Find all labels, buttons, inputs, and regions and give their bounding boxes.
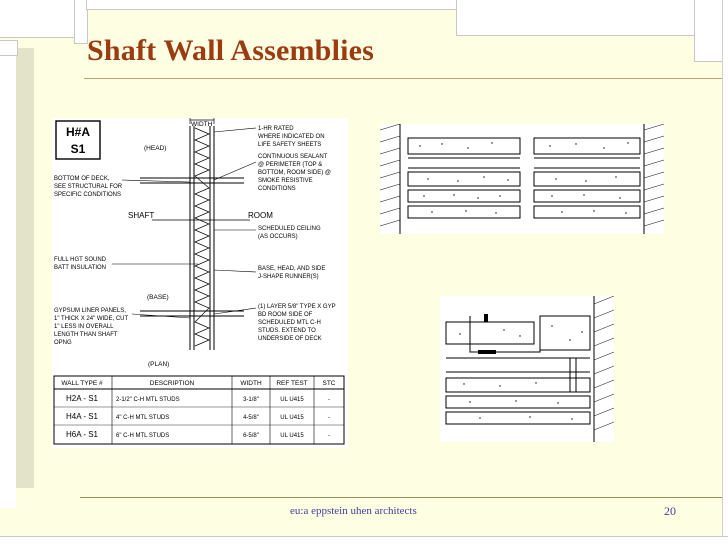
svg-text:SEE STRUCTURAL FOR: SEE STRUCTURAL FOR <box>54 184 123 190</box>
svg-text:STUDS. EXTEND TO: STUDS. EXTEND TO <box>258 328 316 334</box>
decor-box-side <box>0 40 18 56</box>
svg-text:GYPSUM LINER PANELS,: GYPSUM LINER PANELS, <box>54 308 126 314</box>
table-cell: UL U415 <box>280 415 304 421</box>
wall-tag-line2: S1 <box>70 142 86 156</box>
svg-text:CONTINUOUS SEALANT: CONTINUOUS SEALANT <box>258 154 328 160</box>
svg-text:FULL HGT SOUND: FULL HGT SOUND <box>54 257 107 263</box>
table-cell: 2-1/2" C-H MTL STUDS <box>116 397 180 403</box>
svg-text:SCHEDULED MTL C-H: SCHEDULED MTL C-H <box>258 320 321 326</box>
svg-text:1" LESS IN OVERALL: 1" LESS IN OVERALL <box>54 324 114 330</box>
table-cell: 3-1/8" <box>243 397 259 403</box>
table-cell: 6" C-H MTL STUDS <box>116 433 170 439</box>
table-cell: 6-5/8" <box>243 433 259 439</box>
svg-text:(1) LAYER 5/8" TYPE X GYP: (1) LAYER 5/8" TYPE X GYP <box>258 304 336 310</box>
svg-text:CONDITIONS: CONDITIONS <box>258 186 296 192</box>
left-panel <box>16 48 34 488</box>
right-edge <box>722 0 728 546</box>
footer-firm: eu:a eppstein uhen architects <box>290 505 417 517</box>
decor-box-top <box>86 0 458 10</box>
table-cell: 4" C-H MTL STUDS <box>116 415 170 421</box>
table-cell: UL U415 <box>280 397 304 403</box>
wall-tag-line1: H#A <box>65 125 91 139</box>
table-header: DESCRIPTION <box>149 380 195 387</box>
table-header: STC <box>322 380 336 387</box>
base-label: (BASE) <box>147 294 169 301</box>
decor-box-left <box>0 0 76 38</box>
slide-title: Shaft Wall Assemblies <box>87 34 375 67</box>
table-cell: H4A - S1 <box>65 412 99 421</box>
svg-text:J-SHAPE RUNNER(S): J-SHAPE RUNNER(S) <box>258 274 319 280</box>
svg-text:UNDERSIDE OF DECK: UNDERSIDE OF DECK <box>258 336 322 342</box>
table-cell: UL U415 <box>280 433 304 439</box>
room-label: ROOM <box>248 211 273 220</box>
side-strip <box>0 48 16 508</box>
title-rule <box>84 78 728 79</box>
svg-text:BOTTOM, ROOM SIDE) @: BOTTOM, ROOM SIDE) @ <box>258 170 331 176</box>
svg-text:1" THICK X 24" WIDE, CUT: 1" THICK X 24" WIDE, CUT <box>54 316 129 322</box>
page-number: 20 <box>664 504 676 518</box>
footer-rule <box>80 497 728 498</box>
svg-text:BASE, HEAD, AND SIDE: BASE, HEAD, AND SIDE <box>258 266 326 272</box>
svg-text:SMOKE RESISTIVE: SMOKE RESISTIVE <box>258 178 313 184</box>
plan-label: (PLAN) <box>148 361 170 368</box>
svg-text:BOTTOM OF DECK,: BOTTOM OF DECK, <box>54 176 110 182</box>
table-cell: H2A - S1 <box>65 394 99 403</box>
svg-text:OPNG: OPNG <box>54 340 72 346</box>
shaft-wall-plan-detail-bottom <box>440 296 614 442</box>
table-header: REF TEST <box>276 380 308 387</box>
shaft-wall-plan-detail-top <box>380 124 664 234</box>
table-cell: - <box>328 397 330 403</box>
shaft-wall-section-drawing <box>52 118 348 448</box>
svg-text:BD ROOM SIDE OF: BD ROOM SIDE OF <box>258 312 313 318</box>
svg-text:SPECIFIC CONDITIONS: SPECIFIC CONDITIONS <box>54 192 122 198</box>
table-cell: 4-5/8" <box>243 415 259 421</box>
svg-text:SCHEDULED CEILING: SCHEDULED CEILING <box>258 226 321 232</box>
shaft-label: SHAFT <box>128 211 155 220</box>
bottom-bar <box>0 536 728 547</box>
svg-text:1-HR RATED: 1-HR RATED <box>258 126 294 132</box>
head-label: (HEAD) <box>144 145 167 152</box>
svg-text:BATT INSULATION: BATT INSULATION <box>54 265 107 271</box>
table-cell: - <box>328 433 330 439</box>
width-label: WIDTH <box>191 121 213 128</box>
svg-text:(AS OCCURS): (AS OCCURS) <box>258 234 298 240</box>
table-header: WIDTH <box>240 380 262 387</box>
svg-text:LENGTH THAN SHAFT: LENGTH THAN SHAFT <box>54 332 118 338</box>
table-header: WALL TYPE # <box>61 380 103 387</box>
svg-text:LIFE SAFETY SHEETS: LIFE SAFETY SHEETS <box>258 142 322 148</box>
table-cell: - <box>328 415 330 421</box>
table-cell: H6A - S1 <box>65 430 99 439</box>
svg-text:@ PERIMETER (TOP &: @ PERIMETER (TOP & <box>258 162 323 168</box>
decor-box-right <box>456 0 696 36</box>
svg-text:WHERE INDICATED ON: WHERE INDICATED ON <box>258 134 325 140</box>
